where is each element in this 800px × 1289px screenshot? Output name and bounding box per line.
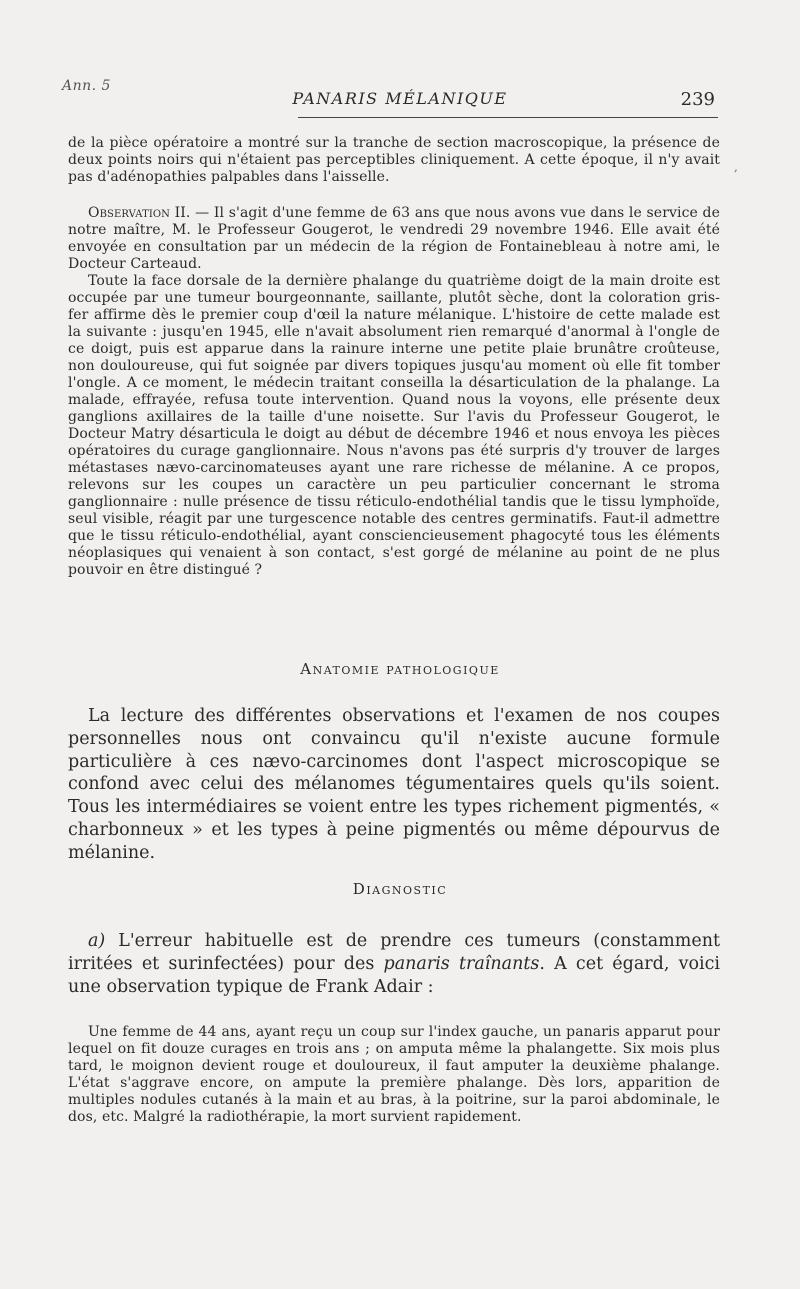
diagnostic-text-before: L'erreur habituelle est de prendre ces tumeurs (constamment irritées et surinfectées) pour des xyxy=(68,931,720,974)
diagnostic-heading: Diagnostic xyxy=(352,880,448,898)
anatomie-heading: Anatomie pathologique xyxy=(300,660,500,678)
observation-section xyxy=(68,205,720,579)
observation-label: Observation II. xyxy=(88,205,191,221)
observation-paragraph-2: Toute la face dorsale de la dernière phalange du quatrième doigt de la main droite est occupée par une tumeur bourgeonnante, saillante, plutôt sèche, dont la coloration gris-fer affirme dès le premier coup d'œil la nature mélanique. L'histoire de cette malade est la suivante : jusqu'en 1945, elle n'avait absolument rien remarqué d'anormal à l'ongle de ce doigt, puis est apparue dans la rainure interne une petite plaie brunâtre croûteuse, non douloureuse, qui fut soignée par divers topiques jusqu'au moment où elle fit tomber l'ongle. A ce moment, le médecin traitant conseilla la désarticulation de la phalange. La malade, effrayée, refusa toute intervention. Quand nous la voyons, elle présente deux ganglions axillaires de la taille d'une noisette. Sur l'avis du Professeur Gougerot, le Docteur Matry désarticula le doigt au début de décembre 1946 et nous envoya les pièces opératoires du curage ganglionnaire. Nous n'avons pas été surpris d'y trouver de larges métastases nævo-carcinomateuses ayant une rare richesse de mélanine. A ce propos, relevons sur les coupes un caractère un peu particulier concernant le stroma ganglionnaire : nulle présence de tissu réticulo-endothélial tandis que le tissu lymphoïde, seul visible, réagit par une turgescence notable des centres germinatifs. Faut-il admettre que le tissu réticulo-endothélial, ayant consciencieusement phagocyté tous les éléments néoplasiques qui venaient à son contact, s'est gorgé de mélanine au point de ne plus pouvoir en être distingué ? xyxy=(68,273,720,578)
running-title: PANARIS MÉLANIQUE xyxy=(292,89,508,108)
diagnostic-text-after: . A cet égard, voici une observation typique de Frank Adair : xyxy=(68,953,720,997)
header-rule xyxy=(298,117,718,118)
anatomie-paragraph: La lecture des différentes observations et l'examen de nos coupes personnelles nous ont convaincu qu'il n'existe aucune formule particulière à ces nævo-carcinomes dont l'aspect microscopique se confond avec celui des mélanomes tégumentaires quels qu'ils soient. Tous les intermédiaires se voient entre les types richement pigmentés, « charbonneux » et les types à peine pigmentés ou même dépourvus de mélanine. xyxy=(68,706,720,863)
intro-paragraph: de la pièce opératoire a montré sur la tranche de section macroscopique, la présence de deux points noirs qui n'étaient pas perceptibles cliniquement. A cette époque, il n'y avait pas d'adénopathies palpables dans l'aisselle. xyxy=(68,135,720,185)
header-annotation: Ann. 5 xyxy=(62,78,111,94)
page-number: 239 xyxy=(680,89,715,110)
observation-text-1: — Il s'agit d'une femme de 63 ans que nous avons vue dans le service de notre maître, M. le Professeur Gougerot, le vendredi 29 novembre 1946. Elle avait été envoyée en consultation par un médecin de la région de Fontainebleau à notre ami, le Docteur Carteaud. xyxy=(68,205,720,272)
margin-mark: , xyxy=(734,160,738,174)
diagnostic-italic-phrase: panaris traînants xyxy=(383,953,540,974)
diagnostic-paragraph xyxy=(68,930,720,998)
quote-paragraph: Une femme de 44 ans, ayant reçu un coup sur l'index gauche, un panaris apparut pour lequel on fit douze curages en trois ans ; on amputa même la phalangette. Six mois plus tard, le moignon devient rouge et douloureux, il faut amputer la deuxième phalange. L'état s'aggrave encore, on ampute la première phalange. Dès lors, apparition de multiples nodules cutanés à la main et au bras, à la poitrine, sur la paroi abdominale, le dos, etc. Malgré la radiothérapie, la mort survient rapidement. xyxy=(68,1024,720,1125)
observation-paragraph-1 xyxy=(68,205,720,273)
diagnostic-item-label: a) xyxy=(88,931,106,951)
